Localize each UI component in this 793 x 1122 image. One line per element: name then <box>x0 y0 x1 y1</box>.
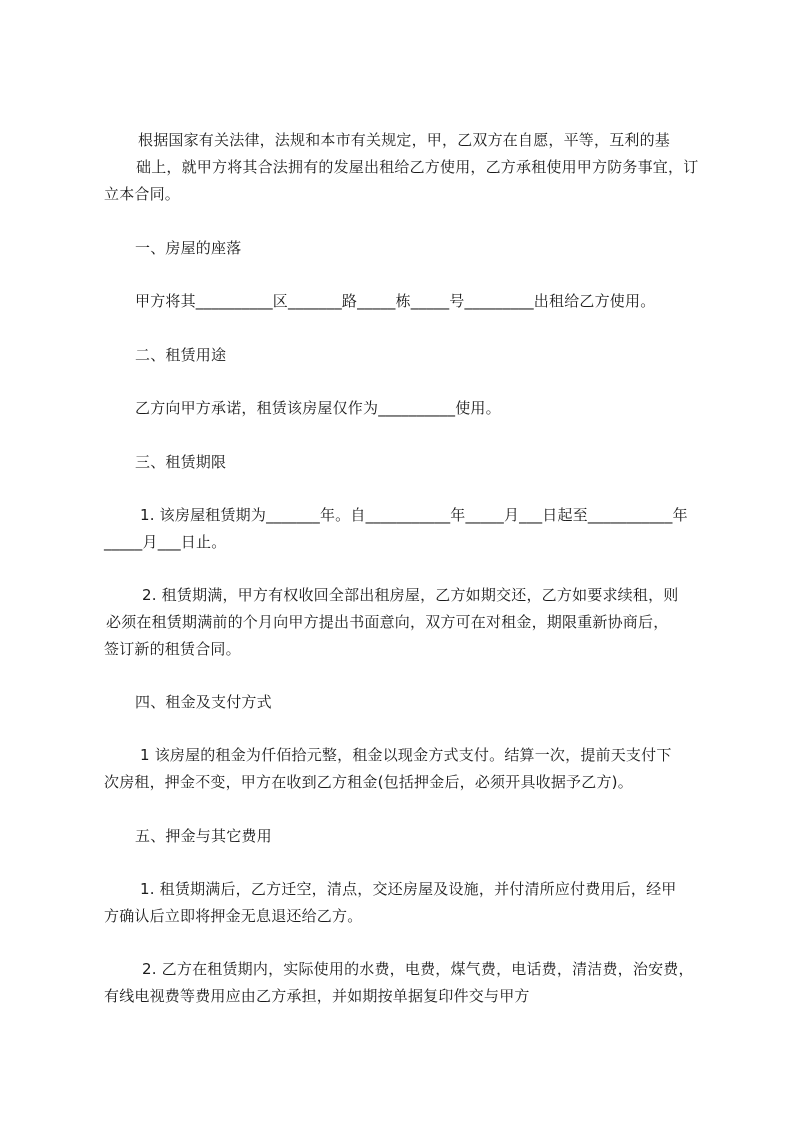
section-2-heading: 二、租赁用途 <box>135 346 227 364</box>
section-5-heading: 五、押金与其它费用 <box>135 827 272 845</box>
section-3-item-2-line-1: 2. 租赁期满，甲方有权收回全部出租房屋，乙方如期交还，乙方如要求续租，则 <box>142 586 679 604</box>
section-1-heading: 一、房屋的座落 <box>135 239 242 257</box>
section-3-heading: 三、租赁期限 <box>135 453 227 471</box>
section-4-item-1-line-1: 1 该房屋的租金为仟佰拾元整，租金以现金方式支付。结算一次，提前天支付下 <box>140 746 672 764</box>
section-5-item-2-line-2: 有线电视费等费用应由乙方承担，并如期按单据复印件交与甲方 <box>104 987 530 1005</box>
section-3-item-1-line-2: _____月___日止。 <box>104 533 227 551</box>
intro-line-1: 根据国家有关法律，法规和本市有关规定，甲，乙双方在自愿，平等，互利的基 <box>138 131 671 149</box>
section-2-text: 乙方向甲方承诺，租赁该房屋仅作为__________使用。 <box>135 399 501 417</box>
intro-line-2: 础上，就甲方将其合法拥有的发屋出租给乙方使用，乙方承租使用甲方防务事宜，订 <box>136 158 699 176</box>
section-5-item-1-line-2: 方确认后立即将押金无息退还给乙方。 <box>104 907 363 925</box>
section-4-item-1-line-2: 次房租，押金不变，甲方在收到乙方租金(包括押金后，必须开具收据予乙方)。 <box>104 773 633 791</box>
intro-line-3: 立本合同。 <box>104 185 181 203</box>
section-3-item-1-line-1: 1. 该房屋租赁期为_______年。自___________年_____月___日起至___________年 <box>140 506 688 524</box>
section-3-item-2-line-2: 必须在租赁期满前的个月向甲方提出书面意向，双方可在对租金，期限重新协商后， <box>106 613 669 631</box>
section-4-heading: 四、租金及支付方式 <box>135 693 272 711</box>
section-5-item-2-line-1: 2. 乙方在租赁期内，实际使用的水费，电费，煤气费，电话费，清洁费，治安费， <box>142 960 694 978</box>
section-1-text: 甲方将其__________区_______路_____栋_____号_________出租给乙方使用。 <box>135 292 656 310</box>
section-3-item-2-line-3: 签订新的租赁合同。 <box>104 640 241 658</box>
section-5-item-1-line-1: 1. 租赁期满后，乙方迁空，清点，交还房屋及设施，并付清所应付费用后，经甲 <box>140 880 677 898</box>
